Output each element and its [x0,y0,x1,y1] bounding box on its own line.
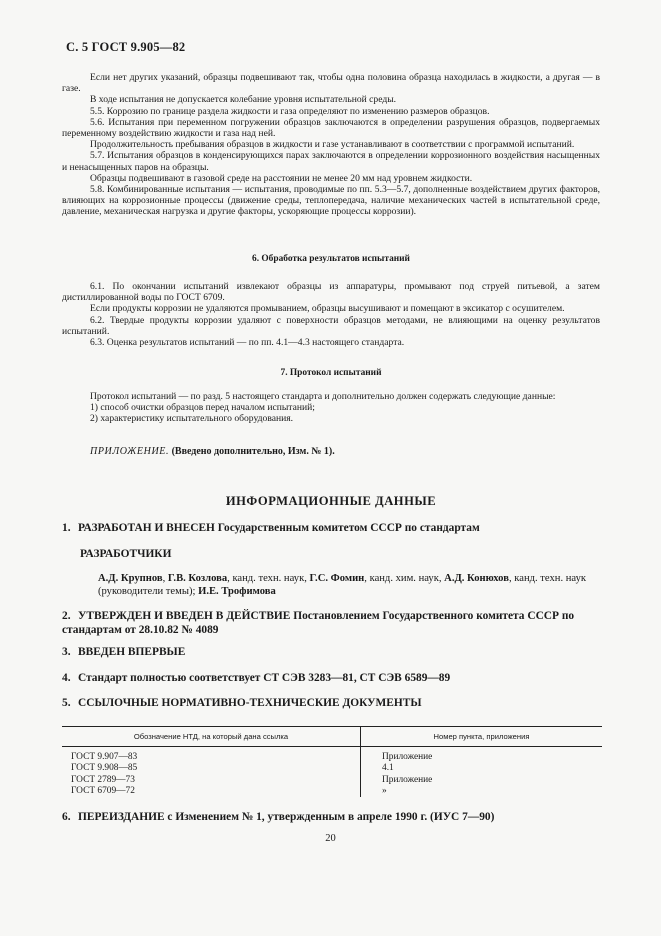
list-item: 1) способ очистки образцов перед началом испытаний; [90,402,315,414]
paragraph: 6.1. По окончании испытаний извлекают образцы из аппаратуры, промывают под струей питьевой, а затем дистиллированной воды по ГОСТ 6709. [62,281,600,304]
item-number: 5. [62,697,71,709]
table-row [62,752,602,763]
paragraph: 6.3. Оценка результатов испытаний — по пп. 4.1—4.3 настоящего стандарта. [90,337,405,349]
appendix-text: (Введено дополнительно, Изм. № 1). [171,446,335,457]
appendix-label: ПРИЛОЖЕНИЕ. [90,446,170,457]
paragraph: В ходе испытания не допускается колебание уровня испытательной среды. [90,94,397,106]
developer-name: Г.С. Фомин [309,573,365,584]
paragraph: 5.5. Коррозию по границе раздела жидкости и газа определяют по изменению размеров образцов. [90,105,490,117]
table-row [62,763,602,774]
developer-sep: , [162,573,168,584]
info-item-5 [62,697,602,711]
info-item-4 [62,672,602,686]
list-item: 2) характеристику испытательного оборудования. [90,413,294,425]
table-header-cell: Обозначение НТД, на который дана ссылка [62,727,361,746]
info-item-6 [62,811,602,825]
developers-list [98,572,598,598]
paragraph: Если продукты коррозии не удаляются промыванием, образцы высушивают и помещают в эксикатор с осушителем. [90,303,565,315]
item-text: ВВЕДЕН ВПЕРВЫЕ [78,646,186,658]
table-cell: ГОСТ 2789—73 [71,774,135,785]
developer-sep: , канд. техн. наук, [227,573,310,584]
item-number: 4. [62,672,71,684]
paragraph: Если нет других указаний, образцы подвешивают так, чтобы одна половина образца находилась в жидкости, а другая — в газе. [62,72,600,95]
table-row [62,775,602,786]
table-header [62,726,602,747]
table-cell: ГОСТ 9.908—85 [71,763,138,774]
table-cell: ГОСТ 6709—72 [71,786,135,797]
developer-name: А.Д. Крупнов [98,573,163,584]
table-header-cell: Номер пункта, приложения [433,732,530,741]
developer-name: И.Е. Трофимова [198,586,276,597]
info-title: ИНФОРМАЦИОННЫЕ ДАННЫЕ [225,494,437,508]
table-body [62,747,602,798]
section5-text [62,72,600,218]
table-cell: » [382,786,387,797]
developers-title: РАЗРАБОТЧИКИ [80,548,172,560]
paragraph: Продолжительность пребывания образцов в жидкости и газе устанавливают в соответствии с программой испытаний. [90,139,575,151]
appendix-note [90,446,335,457]
section6-text [62,281,600,348]
table-cell: ГОСТ 9.907—83 [71,752,138,762]
info-item-1 [62,522,602,536]
developer-name: Г.В. Козлова [167,573,228,584]
table-cell: 4.1 [382,763,394,774]
item-number: 2. [62,610,71,622]
table-divider [360,747,361,797]
item-number: 6. [62,811,71,823]
paragraph: Протокол испытаний — по разд. 5 настоящего стандарта и дополнительно должен содержать следующие данные: [90,391,556,402]
reference-table [62,726,602,798]
paragraph: 6.2. Твердые продукты коррозии удаляют с поверхности образцов методами, не влияющими на оценку результатов испытаний. [62,314,600,337]
item-number: 3. [62,646,71,658]
section7-text [62,391,600,425]
page-header: С. 5 ГОСТ 9.905—82 [66,40,186,54]
item-text: УТВЕРЖДЕН И ВВЕДЕН В ДЕЙСТВИЕ Постановлением Государственного комитета СССР по стандартам от 28.10.82 № 4089 [62,610,575,636]
item-text: Стандарт полностью соответствует СТ СЭВ 3283—81, СТ СЭВ 6589—89 [78,672,451,684]
developer-sep: , канд. техн. наук (руководители темы); [98,573,587,597]
paragraph: 5.8. Комбинированные испытания — испытания, проводимые по пп. 5.3—5.7, дополненные воздействием других факторов, влияющих на коррозионные процессы (движение среды, теплопередача, наличие механических частей в испытательной среде, давление, механическая нагрузка и другие факторы, ускоряющие процессы коррозии). [62,184,600,218]
developer-name: А.Д. Конюхов [444,573,509,584]
page-number: 20 [325,833,336,844]
info-item-2 [62,610,602,637]
paragraph: 5.6. Испытания при переменном погружении образцов заключаются в определении разрушения образцов, подвергаемых переменному воздействию жидкости и газа над ней. [62,116,600,140]
section6-title: 6. Обработка результатов испытаний [252,254,410,264]
table-row [62,786,602,797]
item-text: ПЕРЕИЗДАНИЕ с Изменением № 1, утвержденным в апреле 1990 г. (ИУС 7—90) [78,811,495,823]
table-cell: Приложение [382,752,433,762]
paragraph: Образцы подвешивают в газовой среде на расстоянии не менее 20 мм над уровнем жидкости. [90,172,473,184]
paragraph: 5.7. Испытания образцов в конденсирующихся парах заключаются в определении коррозионного воздействия насыщенных и ненасыщенных паров на образцы. [62,150,600,173]
developer-sep: , канд. хим. наук, [364,573,445,584]
info-item-3 [62,646,602,660]
item-text: ССЫЛОЧНЫЕ НОРМАТИВНО-ТЕХНИЧЕСКИЕ ДОКУМЕНТЫ [78,697,422,709]
section7-title: 7. Протокол испытаний [280,368,382,378]
item-number: 1. [62,522,71,534]
table-cell: Приложение [382,774,433,785]
item-text: РАЗРАБОТАН И ВНЕСЕН Государственным комитетом СССР по стандартам [78,522,480,534]
